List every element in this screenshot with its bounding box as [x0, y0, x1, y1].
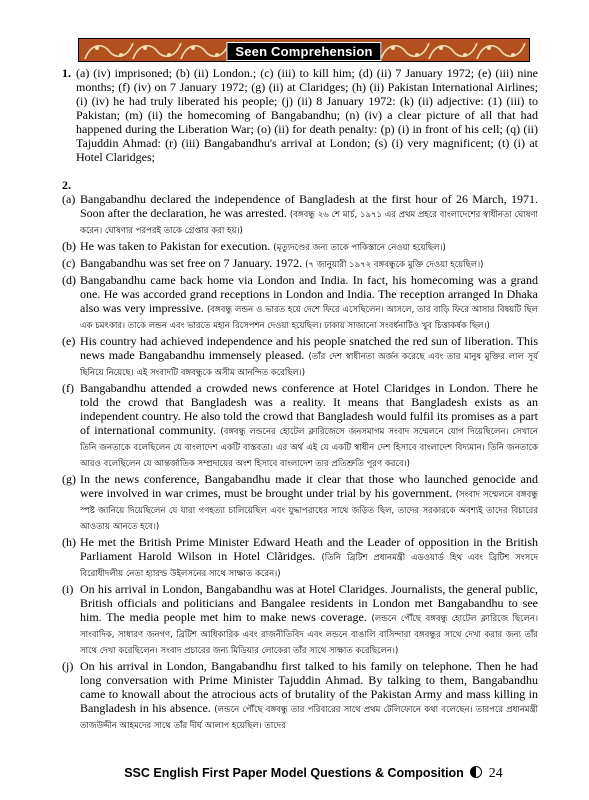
answer-bangla: (বঙ্গবন্ধু ২৬ শে মার্চ, ১৯৭১ এর প্রথম প্রহরে বাংলাদেশের স্বাধীনতা ঘোষণা করেন। ঘোষণার পরপরই তাকে গ্রেপ্তার করা হয়।) — [80, 210, 539, 236]
answer-item — [62, 535, 538, 581]
answer-text — [80, 659, 538, 733]
section-banner — [78, 38, 530, 62]
answer-item — [62, 334, 538, 380]
answer-label: (f) — [62, 381, 74, 395]
footer-title: SSC English First Paper Model Questions & Composition — [124, 766, 464, 780]
answer-item — [62, 239, 538, 255]
answer-english: He was taken to Pakistan for execution. — [80, 239, 271, 253]
answer-bangla: (লন্ডনে পৌঁছে বঙ্গবন্ধু হোটেল ক্লারিজে ছিলেন। সাংবাদিক, সাধারণ জনগণ, ব্রিটিশ আধিকারিক এবং রাজনীতিবিদ এবং লন্ডনে বাঙালি বাসিন্দারা বঙ্গবন্ধুর সাথে দেখা করার জন্য তাঁর সাথে দেখা করেছিলেন। সংবাদ প্রচারের জন্য মিডিয়ার লোকেরা তাঁর সাথে সাক্ষাত করেছিলেন।) — [80, 614, 539, 656]
answer-bangla: (লন্ডনে পৌঁছে বঙ্গবন্ধু তার পরিবারের সাথে প্রথম টেলিফোনে কথা বলেছেন। তারপরে প্রধানমন্ত্রী তাজউদ্দীন আহমদের সাথে তাঁর দীর্ঘ আলাপ হয়েছিল। তাদের — [80, 705, 538, 731]
question-1-answers: (a) (iv) imprisoned; (b) (ii) London.; (c) (iii) to kill him; (d) (ii) 7 January 1972; (e) (iii) nine months; (f) (iv) on 7 January 1972; (g) (ii) at Claridges; (h) (ii) Pakistan International Airlines; (i) (iv) he had truly liberated his people; (j) (ii) 8 January 1972: (k) (ii) adjective: (1) (iii) to Pakistan; (m) (ii) the homecoming of Bangabandhu; (n) (iv) a clear picture of all that had happened during the Liberation War; (o) (ii) for death penalty: (p) (i) in front of his cell; (q) (ii) Tajuddin Ahmad: (r) (iii) Bangabandhu's arrival at London; (s) (i) very magnificent; (t) (i) at Hotel Claridges; — [76, 66, 538, 164]
answer-label: (c) — [62, 256, 76, 270]
answer-text — [80, 273, 538, 333]
answer-item — [62, 659, 538, 733]
answer-label: (h) — [62, 535, 76, 549]
answer-item — [62, 192, 538, 238]
answer-text — [80, 256, 538, 272]
answer-bangla: (মৃত্যুদণ্ডের জন্য তাকে পাকিস্তানে নেওয়া হয়েছিল।) — [273, 243, 446, 253]
answer-label: (e) — [62, 334, 76, 348]
answer-text — [80, 334, 538, 380]
answer-bangla: (৭ জানুয়ারী ১৯৭২ বঙ্গবন্ধুকে মুক্তি দেওয়া হয়েছিল।) — [305, 260, 484, 270]
answer-english: He met the British Prime Minister Edward Heath and the Leader of opposition in the British Parliament Harold Wilson in Hotel Clãridges. — [80, 535, 538, 563]
answer-text — [80, 381, 538, 471]
answer-item — [62, 381, 538, 471]
answer-text — [80, 239, 538, 255]
question-1 — [62, 66, 538, 164]
answer-item — [62, 273, 538, 333]
answer-text — [80, 472, 538, 534]
answer-english: Bangabandhu came back home via London and India. In fact, his homecoming was a grand one. He was accorded grand receptions in London and India. The reception arranged In Dhaka also was very impressive. — [80, 273, 538, 315]
answer-label: (b) — [62, 239, 76, 253]
half-circle-icon — [470, 766, 482, 778]
answer-english: Bangabandhu declared the independence of Bangladesh at the first hour of 26 March, 1971. Soon after the declaration, he was arrested. — [80, 192, 538, 220]
answer-bangla: (সংবাদ সম্মেলনে বঙ্গবন্ধু স্পষ্ট জানিয়ে দিয়েছিলেন যে যারা গণহত্যা চালিয়েছিল এবং যুদ্ধাপরাধের সাথে জড়িত ছিল, তাদের সরকারকে অবশ্যই তাদের বিচারের আওতায় আনতে হবে।) — [80, 490, 539, 532]
page-footer — [78, 766, 549, 782]
answer-english: Bangabandhu was set free on 7 January. 1972. — [80, 256, 303, 270]
answer-text — [80, 192, 538, 238]
answer-item — [62, 582, 538, 658]
answer-text — [80, 535, 538, 581]
answer-english: His country had achieved independence and his people snatched the red sun of liberation. This news made Bangabandhu immensely pleased. — [80, 334, 538, 362]
page-number: 24 — [488, 766, 503, 781]
answer-bangla: (তাঁর দেশ স্বাধীনতা অর্জন করেছে এবং তার মানুষ মুক্তির লাল সূর্য ছিনিয়ে নিয়েছে। এই সংবাদটি বঙ্গবন্ধুকে অসীম আনন্দিত করেছিল।) — [80, 352, 538, 378]
answer-label: (j) — [62, 659, 74, 673]
question-1-number: 1. — [62, 66, 71, 80]
answer-english: In the news conference, Bangabandhu made it clear that those who launched genocide and were involved in war crimes, must be brought under trial by his government. — [80, 472, 538, 500]
question-2-answers — [62, 192, 538, 733]
answer-label: (d) — [62, 273, 76, 287]
answer-bangla: (বঙ্গবন্ধু লন্ডনের হোটেল ক্লারিজেসে জনসমাগম সংবাদ সম্মেলনে যোগ দিয়েছিলেন। সেখানে তিনি জনতাকে বলেছিলেন যে বাংলাদেশ একটি বাস্তবতা। এর অর্থ এই যে একটি স্বাধীন দেশ হিসাবে বাংলাদেশ বিদ্যমান। তিনি জনতাকে আরও বলেছিলেন যে আন্তর্জাতিক সম্প্রদায়ের অংশ হিসাবে বাংলাদেশ তার প্রতিশ্রুতি পূরণ করবে।) — [80, 427, 539, 469]
answer-bangla: (তিনি ব্রিটিশ প্রধানমন্ত্রী এডওয়ার্ড হিথ এবং ব্রিটিশ সংসদে বিরোধীদলীয় নেতা হ্যারল্ড উইলসনের সাথে সাক্ষাত করেন।) — [80, 553, 538, 579]
section-title: Seen Comprehension — [226, 42, 381, 61]
answer-english: Bangabandhu attended a crowded news conference at Hotel Claridges in London. There he told the crowd that Bangladesh was a reality. It means that Bangladesh exists as an independent country. He also told the crowd that Bangladesh would fulfil its promises as a part of international community. — [80, 381, 538, 437]
answer-label: (i) — [62, 582, 74, 596]
answer-item — [62, 472, 538, 534]
answer-english: On his arrival in London, Bangabandhu first talked to his family on telephone. Then he had long conversation with Prime Minister Tajuddin Ahmad. By talking to them, Bangabandhu came to knowall about the atrocious acts of brutality of the Pakistan Army and mass killing in Bangladesh in his absence. — [80, 659, 538, 715]
content — [62, 66, 538, 734]
answer-label: (a) — [62, 192, 76, 206]
answer-bangla: (বঙ্গবন্ধু লন্ডন ও ভারত হয়ে দেশে ফিরে এসেছিলেন। আসলে, তার বাড়ি ফিরে আসার বিষয়টি ছিল এক চমৎকার। তাকে লন্ডন এবং ভারতে মহান রিসেপশন দেওয়া হয়েছিল। ঢাকায় সাজানো সংবর্ধনাটিও খুব চিত্তাকর্ষক ছিল।) — [80, 305, 538, 331]
answer-label: (g) — [62, 472, 76, 486]
answer-item — [62, 256, 538, 272]
answer-english: On his arrival in London, Bangabandhu was at Hotel Claridges. Journalists, the general public, British officials and politicians and Bangalee residents in London met Bangabandhu to see him. The media people met him to make news coverage. — [80, 582, 538, 624]
question-2-number: 2. — [62, 178, 71, 192]
answer-text — [80, 582, 538, 658]
